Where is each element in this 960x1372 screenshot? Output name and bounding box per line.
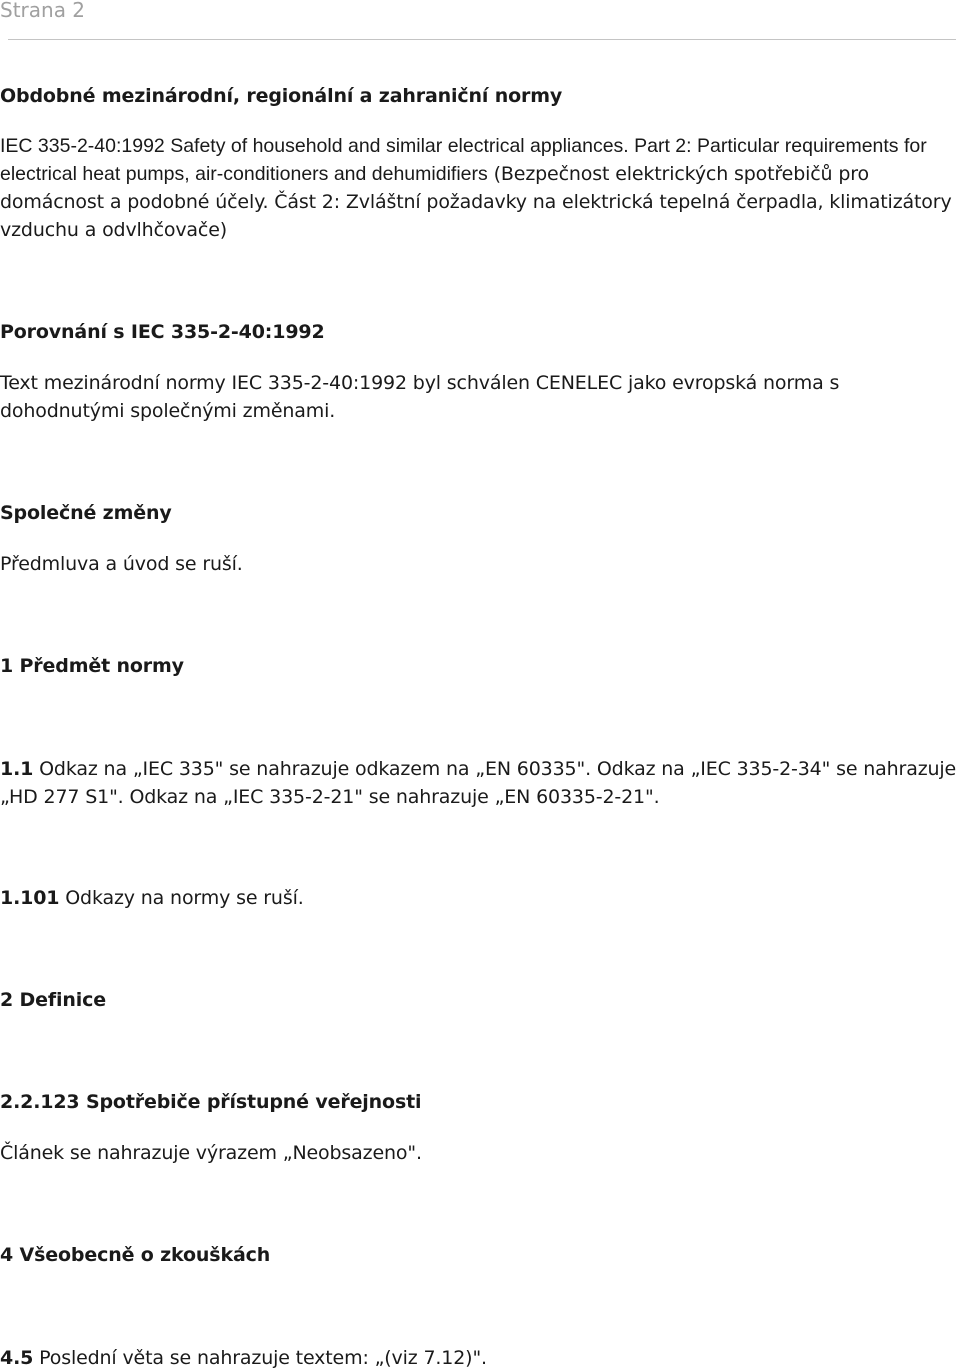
common-changes-heading: Společné změny (0, 502, 172, 524)
related-standards-heading: Obdobné mezinárodní, regionální a zahraniční normy (0, 85, 563, 107)
comparison-heading: Porovnání s IEC 335-2-40:1992 (0, 321, 325, 343)
common-changes-text: Předmluva a úvod se ruší. (0, 553, 243, 575)
related-standards-english-text: IEC 335-2-40:1992 Safety of household and similar electrical appliances. Part 2: Particular requirements for electrical heat pumps, air-conditioners and dehumidifiers (0, 135, 927, 185)
clause-4-5-text (0, 1344, 958, 1372)
definitions-heading: 2 Definice (0, 989, 106, 1011)
clause-2-2-123-text: Článek se nahrazuje výrazem „Neobsazeno". (0, 1142, 422, 1164)
related-standards-text (0, 132, 958, 244)
clause-1-101-number: 1.101 (0, 887, 60, 909)
clause-1-1-number: 1.1 (0, 758, 34, 780)
clause-1-1-text (0, 755, 958, 811)
clause-2-2-123-heading: 2.2.123 Spotřebiče přístupné veřejnosti (0, 1091, 422, 1113)
header-divider (8, 39, 956, 40)
comparison-text: Text mezinárodní normy IEC 335-2-40:1992 byl schválen CENELEC jako evropská norma s dohodnutými společnými změnami. (0, 372, 840, 422)
page-number-label: Strana 2 (0, 0, 86, 22)
related-standards-czech-text: (Bezpečnost elektrických spotřebičů pro domácnost a podobné účely. Část 2: Zvláštní požadavky na elektrická tepelná čerpadla, klimatizátory vzduchu a odvlhčovače) (0, 163, 952, 241)
clause-1-101-body: Odkazy na normy se ruší. (59, 887, 304, 909)
clause-4-5-number: 4.5 (0, 1347, 34, 1369)
clause-1-101-text (0, 884, 958, 912)
clause-4-5-body: Poslední věta se nahrazuje textem: „(viz 7.12)". (33, 1347, 487, 1369)
clause-1-1-body: Odkaz na „IEC 335" se nahrazuje odkazem na „EN 60335". Odkaz na „IEC 335-2-34" se nahrazuje „HD 277 S1". Odkaz na „IEC 335-2-21" se nahrazuje „EN 60335-2-21". (0, 758, 957, 808)
subject-heading: 1 Předmět normy (0, 655, 184, 677)
tests-heading: 4 Všeobecně o zkouškách (0, 1244, 271, 1266)
